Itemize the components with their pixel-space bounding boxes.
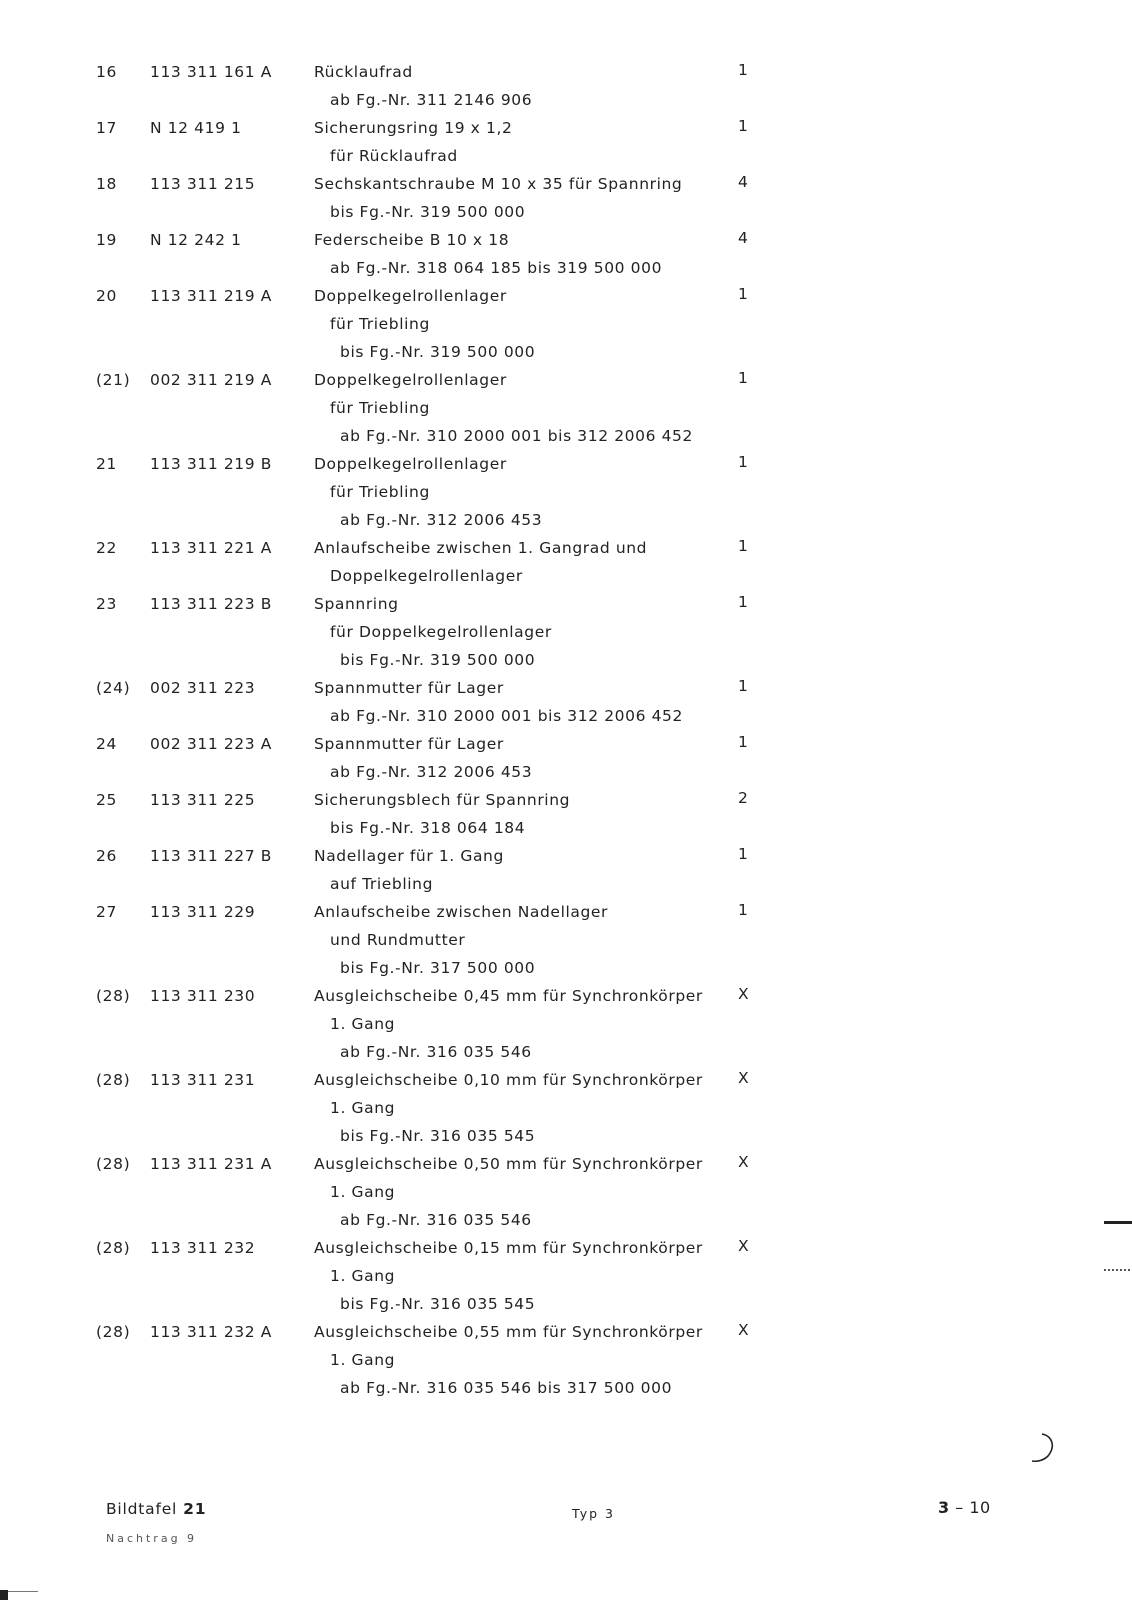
row-sub-line <box>0 1262 1132 1290</box>
row-sub-line <box>0 1094 1132 1122</box>
quantity: 1 <box>738 845 749 863</box>
part-number: 002 311 223 A <box>150 735 272 753</box>
position-number: 17 <box>96 119 117 137</box>
row-main-line <box>0 898 1132 926</box>
position-number: 20 <box>96 287 117 305</box>
quantity: 1 <box>738 61 749 79</box>
part-remark: ab Fg.-Nr. 316 035 546 bis 317 500 000 <box>340 1379 673 1397</box>
table-row <box>0 58 1132 114</box>
part-description: Ausgleichscheibe 0,10 mm für Synchronkörper <box>314 1071 703 1089</box>
row-sub-line <box>0 618 1132 646</box>
row-sub-line <box>0 310 1132 338</box>
row-sub-line <box>0 506 1132 534</box>
table-row <box>0 730 1132 786</box>
corner-mark <box>0 1590 8 1600</box>
table-row <box>0 1150 1132 1234</box>
position-number: 24 <box>96 735 117 753</box>
plate-label: Bildtafel <box>106 1500 178 1518</box>
position-number: (28) <box>96 1323 131 1341</box>
row-sub-line <box>0 702 1132 730</box>
row-sub-line <box>0 1346 1132 1374</box>
part-description: Ausgleichscheibe 0,15 mm für Synchronkörper <box>314 1239 703 1257</box>
row-sub-line <box>0 1374 1132 1402</box>
quantity: 1 <box>738 453 749 471</box>
quantity: 1 <box>738 285 749 303</box>
part-remark: ab Fg.-Nr. 310 2000 001 bis 312 2006 452 <box>340 427 693 445</box>
row-main-line <box>0 282 1132 310</box>
part-number: 113 311 225 <box>150 791 256 809</box>
part-description: Sicherungsring 19 x 1,2 <box>314 119 513 137</box>
row-sub-line <box>0 1290 1132 1318</box>
part-number: 113 311 232 <box>150 1239 256 1257</box>
row-main-line <box>0 366 1132 394</box>
position-number: 22 <box>96 539 117 557</box>
quantity: X <box>738 1321 750 1339</box>
part-remark: bis Fg.-Nr. 316 035 545 <box>340 1295 536 1313</box>
row-main-line <box>0 730 1132 758</box>
part-remark: bis Fg.-Nr. 318 064 184 <box>330 819 526 837</box>
row-main-line <box>0 1318 1132 1346</box>
position-number: (21) <box>96 371 131 389</box>
part-number: 113 311 229 <box>150 903 256 921</box>
part-remark: bis Fg.-Nr. 319 500 000 <box>340 343 536 361</box>
position-number: 25 <box>96 791 117 809</box>
part-number: 113 311 161 A <box>150 63 272 81</box>
part-remark: ab Fg.-Nr. 312 2006 453 <box>330 763 533 781</box>
row-main-line <box>0 674 1132 702</box>
supplement-note: Nachtrag 9 <box>106 1532 198 1545</box>
part-remark: für Triebling <box>330 399 430 417</box>
row-main-line <box>0 1066 1132 1094</box>
position-number: (28) <box>96 1155 131 1173</box>
position-number: 21 <box>96 455 117 473</box>
part-remark: bis Fg.-Nr. 319 500 000 <box>340 651 536 669</box>
row-main-line <box>0 534 1132 562</box>
part-remark: 1. Gang <box>330 1015 396 1033</box>
part-remark: bis Fg.-Nr. 316 035 545 <box>340 1127 536 1145</box>
row-main-line <box>0 226 1132 254</box>
row-sub-line <box>0 1122 1132 1150</box>
part-description: Rücklaufrad <box>314 63 413 81</box>
row-sub-line <box>0 562 1132 590</box>
part-description: Anlaufscheibe zwischen Nadellager <box>314 903 609 921</box>
quantity: X <box>738 1237 750 1255</box>
row-sub-line <box>0 142 1132 170</box>
part-description: Ausgleichscheibe 0,45 mm für Synchronkörper <box>314 987 703 1005</box>
table-row <box>0 534 1132 590</box>
row-main-line <box>0 58 1132 86</box>
row-main-line <box>0 450 1132 478</box>
table-row <box>0 842 1132 898</box>
row-main-line <box>0 114 1132 142</box>
table-row <box>0 282 1132 366</box>
page-number-value: 10 <box>969 1498 991 1517</box>
position-number: (28) <box>96 987 131 1005</box>
page-number <box>938 1498 991 1517</box>
part-remark: für Rücklaufrad <box>330 147 458 165</box>
part-remark: bis Fg.-Nr. 319 500 000 <box>330 203 526 221</box>
row-sub-line <box>0 870 1132 898</box>
table-row <box>0 674 1132 730</box>
part-remark: ab Fg.-Nr. 310 2000 001 bis 312 2006 452 <box>330 707 683 725</box>
part-description: Federscheibe B 10 x 18 <box>314 231 510 249</box>
part-description: Sechskantschraube M 10 x 35 für Spannring <box>314 175 683 193</box>
part-remark: 1. Gang <box>330 1099 396 1117</box>
table-row <box>0 786 1132 842</box>
position-number: 23 <box>96 595 117 613</box>
row-sub-line <box>0 478 1132 506</box>
table-row <box>0 898 1132 982</box>
part-number: 113 311 223 B <box>150 595 272 613</box>
part-number: 113 311 231 A <box>150 1155 272 1173</box>
table-row <box>0 450 1132 534</box>
position-number: (28) <box>96 1239 131 1257</box>
part-number: 113 311 219 B <box>150 455 272 473</box>
part-number: 113 311 221 A <box>150 539 272 557</box>
row-sub-line <box>0 954 1132 982</box>
part-description: Spannmutter für Lager <box>314 679 504 697</box>
table-row <box>0 590 1132 674</box>
row-main-line <box>0 170 1132 198</box>
row-sub-line <box>0 338 1132 366</box>
vehicle-type: Typ 3 <box>572 1506 615 1521</box>
quantity: 4 <box>738 173 749 191</box>
part-number: N 12 419 1 <box>150 119 242 137</box>
row-main-line <box>0 786 1132 814</box>
row-main-line <box>0 982 1132 1010</box>
page-section: 3 <box>938 1498 950 1517</box>
quantity: X <box>738 1069 750 1087</box>
quantity: 1 <box>738 677 749 695</box>
part-remark: bis Fg.-Nr. 317 500 000 <box>340 959 536 977</box>
pen-stroke-icon <box>1028 1428 1068 1468</box>
quantity: 2 <box>738 789 749 807</box>
part-remark: für Doppelkegelrollenlager <box>330 623 552 641</box>
row-sub-line <box>0 926 1132 954</box>
part-remark: ab Fg.-Nr. 318 064 185 bis 319 500 000 <box>330 259 663 277</box>
table-row <box>0 366 1132 450</box>
part-remark: 1. Gang <box>330 1267 396 1285</box>
row-sub-line <box>0 198 1132 226</box>
part-remark: und Rundmutter <box>330 931 466 949</box>
part-description: Doppelkegelrollenlager <box>314 455 507 473</box>
row-main-line <box>0 1234 1132 1262</box>
part-description: Doppelkegelrollenlager <box>314 371 507 389</box>
row-sub-line <box>0 254 1132 282</box>
row-sub-line <box>0 422 1132 450</box>
part-remark: ab Fg.-Nr. 316 035 546 <box>340 1043 532 1061</box>
part-number: N 12 242 1 <box>150 231 242 249</box>
part-remark: 1. Gang <box>330 1351 396 1369</box>
row-sub-line <box>0 1010 1132 1038</box>
corner-line <box>8 1591 38 1592</box>
part-remark: auf Triebling <box>330 875 434 893</box>
position-number: 16 <box>96 63 117 81</box>
part-number: 002 311 219 A <box>150 371 272 389</box>
part-description: Spannring <box>314 595 399 613</box>
position-number: 27 <box>96 903 117 921</box>
margin-mark <box>1104 1221 1132 1224</box>
position-number: 18 <box>96 175 117 193</box>
part-description: Ausgleichscheibe 0,55 mm für Synchronkörper <box>314 1323 703 1341</box>
row-sub-line <box>0 814 1132 842</box>
part-description: Nadellager für 1. Gang <box>314 847 504 865</box>
row-sub-line <box>0 86 1132 114</box>
quantity: 1 <box>738 733 749 751</box>
position-number: (28) <box>96 1071 131 1089</box>
row-sub-line <box>0 758 1132 786</box>
quantity: 1 <box>738 369 749 387</box>
quantity: X <box>738 1153 750 1171</box>
table-row <box>0 170 1132 226</box>
part-remark: ab Fg.-Nr. 316 035 546 <box>340 1211 532 1229</box>
part-remark: Doppelkegelrollenlager <box>330 567 523 585</box>
row-sub-line <box>0 646 1132 674</box>
row-sub-line <box>0 1038 1132 1066</box>
plate-reference <box>106 1500 206 1518</box>
row-sub-line <box>0 1178 1132 1206</box>
page-dash: – <box>955 1498 964 1517</box>
part-description: Spannmutter für Lager <box>314 735 504 753</box>
position-number: 26 <box>96 847 117 865</box>
part-description: Doppelkegelrollenlager <box>314 287 507 305</box>
position-number: (24) <box>96 679 131 697</box>
table-row <box>0 1234 1132 1318</box>
plate-number: 21 <box>183 1500 207 1518</box>
quantity: 1 <box>738 901 749 919</box>
part-remark: ab Fg.-Nr. 311 2146 906 <box>330 91 533 109</box>
row-sub-line <box>0 394 1132 422</box>
table-row <box>0 982 1132 1066</box>
part-remark: 1. Gang <box>330 1183 396 1201</box>
table-row <box>0 226 1132 282</box>
part-number: 113 311 215 <box>150 175 256 193</box>
quantity: 1 <box>738 593 749 611</box>
part-number: 113 311 232 A <box>150 1323 272 1341</box>
part-number: 113 311 227 B <box>150 847 272 865</box>
row-main-line <box>0 1150 1132 1178</box>
table-row <box>0 114 1132 170</box>
row-main-line <box>0 842 1132 870</box>
quantity: 1 <box>738 117 749 135</box>
quantity: X <box>738 985 750 1003</box>
part-number: 113 311 231 <box>150 1071 256 1089</box>
row-main-line <box>0 590 1132 618</box>
part-description: Sicherungsblech für Spannring <box>314 791 571 809</box>
part-description: Ausgleichscheibe 0,50 mm für Synchronkörper <box>314 1155 703 1173</box>
quantity: 1 <box>738 537 749 555</box>
part-remark: ab Fg.-Nr. 312 2006 453 <box>340 511 543 529</box>
part-number: 002 311 223 <box>150 679 256 697</box>
parts-list <box>0 58 1132 1402</box>
quantity: 4 <box>738 229 749 247</box>
row-sub-line <box>0 1206 1132 1234</box>
part-number: 113 311 219 A <box>150 287 272 305</box>
part-description: Anlaufscheibe zwischen 1. Gangrad und <box>314 539 648 557</box>
part-remark: für Triebling <box>330 315 430 333</box>
part-number: 113 311 230 <box>150 987 256 1005</box>
part-remark: für Triebling <box>330 483 430 501</box>
margin-mark-dotted <box>1104 1269 1130 1271</box>
position-number: 19 <box>96 231 117 249</box>
table-row <box>0 1318 1132 1402</box>
table-row <box>0 1066 1132 1150</box>
